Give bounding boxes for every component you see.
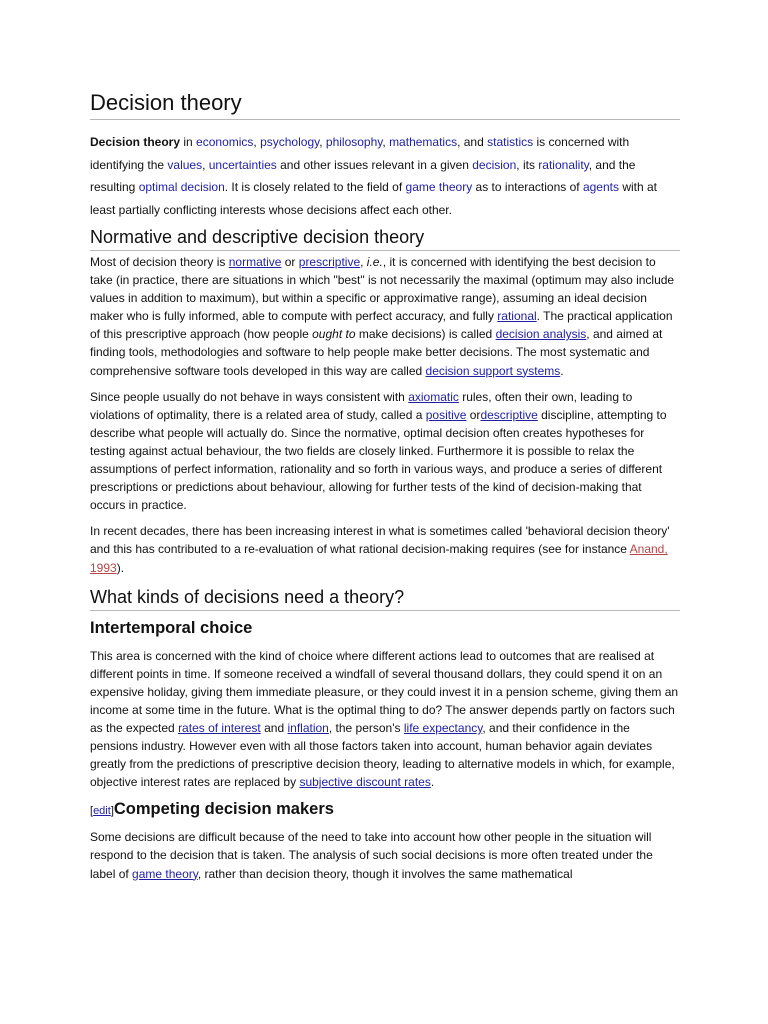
link-rates-of-interest[interactable]: rates of interest	[178, 720, 261, 735]
edit-section: [edit]	[90, 805, 114, 818]
link-game-theory[interactable]: game theory	[405, 180, 473, 194]
paragraph-competing: Some decisions are difficult because of the need to take into account how other people in the situation will respond to the decision that is taken. The analysis of such social decisions is more often treated under the label of game theory, rather than decision theory, though it involves the same mathematical	[90, 830, 653, 881]
edit-link[interactable]: edit	[93, 805, 111, 818]
subheading-intertemporal: Intertemporal choice	[90, 618, 253, 637]
link-agents[interactable]: agents	[582, 180, 619, 194]
paragraph-behavioral: In recent decades, there has been increasing interest in what is sometimes called 'behavioral decision theory' and this has contributed to a re-evaluation of what rational decision-making requires (see for instance Anand, 1993).	[90, 524, 670, 575]
link-prescriptive[interactable]: prescriptive	[298, 255, 361, 269]
link-rationality[interactable]: rationality	[538, 157, 589, 172]
link-life-expectancy[interactable]: life expectancy	[403, 720, 483, 735]
link-philosophy[interactable]: philosophy	[325, 135, 383, 149]
link-subjective-discount-rates[interactable]: subjective discount rates	[299, 775, 431, 790]
subheading-competing-label: Competing decision makers	[113, 800, 334, 819]
subheading-competing	[90, 798, 680, 822]
paragraph-intertemporal: This area is concerned with the kind of choice where different actions lead to outcomes that are realised at different points in time. If someone received a windfall of several thousand dollars, they could spend it on an expensive holiday, giving them immediate pleasure, or they could invest it in a pension scheme, giving them an income at some time in the future. What is the optimal thing to do? The answer depends partly on factors such as the expected rates of interest and inflation, the person's life expectancy, and their confidence in the pensions industry. However even with all those factors taken into account, human behavior again deviates greatly from the predictions of prescriptive decision theory, leading to alternative models in which, for example, objective interest rates are replaced by subjective discount rates.	[90, 648, 679, 790]
page-title: Decision theory	[90, 88, 680, 120]
link-economics[interactable]: economics	[196, 135, 254, 149]
link-values[interactable]: values	[167, 157, 203, 172]
section-heading-normative: Normative and descriptive decision theory	[90, 225, 680, 251]
link-normative[interactable]: normative	[228, 255, 282, 269]
link-statistics[interactable]: statistics	[487, 135, 534, 149]
section-heading-kinds: What kinds of decisions need a theory?	[90, 585, 680, 611]
bold-term: Decision theory	[90, 135, 181, 149]
link-psychology[interactable]: psychology	[260, 135, 320, 149]
link-positive[interactable]: positive	[425, 407, 467, 422]
paragraph-descriptive: Since people usually do not behave in ways consistent with axiomatic rules, often their own, leading to violations of optimality, there is a related area of study, called a positive ordescriptive discipline, attempting to describe what people will actually do. Since the normative, optimal decision often creates hypotheses for testing against actual behaviour, the two fields are closely linked. Furthermore it is possible to relax the assumptions of perfect information, rationality and so forth in various ways, and produce a series of different prescriptions or predictions about behaviour, allowing for further tests of the kind of decision-making that occurs in practice.	[90, 389, 667, 513]
link-optimal-decision[interactable]: optimal decision	[138, 180, 225, 194]
link-anand-1993[interactable]: Anand, 1993	[90, 542, 668, 575]
link-decision-analysis[interactable]: decision analysis	[495, 327, 587, 342]
link-descriptive[interactable]: descriptive	[480, 407, 538, 422]
link-inflation[interactable]: inflation	[287, 720, 329, 735]
intro-paragraph: Decision theory in economics, psychology, philosophy, mathematics, and statistics is concerned with identifying the values, uncertainties and other issues relevant in a given decision, its rationality, and the resulting optimal decision. It is closely related to the field of game theory as to interactions of agents with at least partially conflicting interests whose decisions affect each other.	[90, 135, 657, 217]
link-axiomatic[interactable]: axiomatic	[408, 389, 459, 404]
link-decision[interactable]: decision	[472, 157, 517, 172]
article	[90, 88, 680, 891]
link-mathematics[interactable]: mathematics	[389, 135, 458, 149]
link-game-theory-2[interactable]: game theory	[132, 866, 198, 881]
paragraph-normative: Most of decision theory is normative or prescriptive, i.e., it is concerned with identifying the best decision to take (in practice, there are situations in which "best" is not necessarily the maximal (optimum may also include values in addition to maximum), but within a specific or approximative range), assuming an ideal decision maker who is fully informed, able to compute with perfect accuracy, and fully rational. The practical application of this prescriptive approach (how people ought to make decisions) is called decision analysis, and aimed at finding tools, methodologies and software to help people make better decisions. The most systematic and comprehensive software tools developed in this way are called decision support systems.	[90, 255, 675, 378]
link-uncertainties[interactable]: uncertainties	[208, 157, 277, 172]
link-rational[interactable]: rational	[497, 309, 537, 324]
link-decision-support-systems[interactable]: decision support systems	[425, 363, 561, 378]
